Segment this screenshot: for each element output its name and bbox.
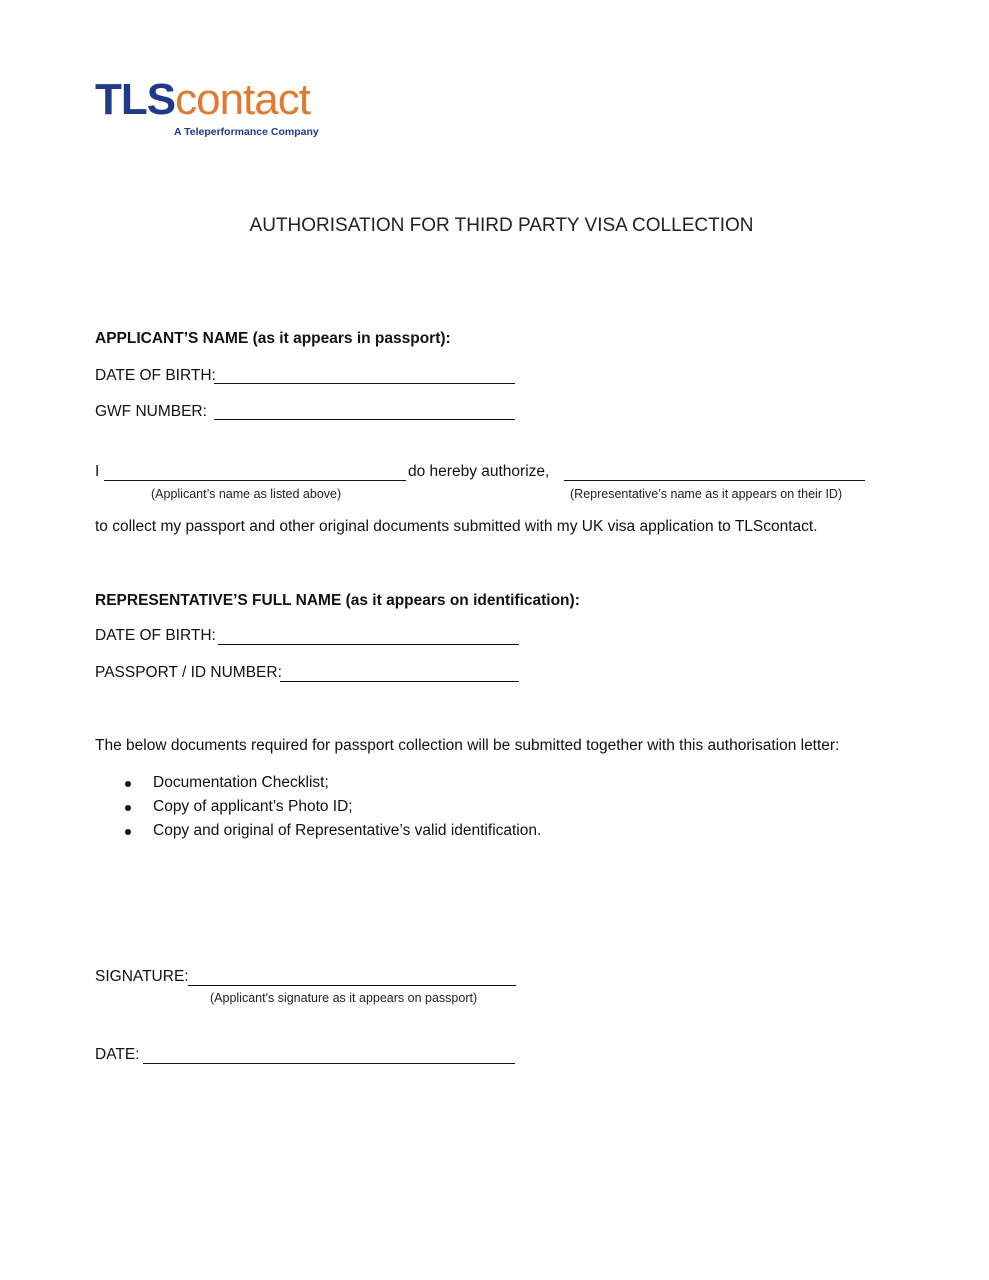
representative-name-field[interactable]: [564, 480, 865, 481]
passport-id-field[interactable]: [280, 681, 519, 682]
applicant-heading: APPLICANT’S NAME (as it appears in passport):: [95, 330, 451, 347]
list-item: Documentation Checklist;: [153, 774, 329, 791]
date-label: DATE:: [95, 1046, 140, 1063]
logo-brand-tls: TLS: [95, 75, 176, 124]
signature-caption: (Applicant's signature as it appears on passport): [210, 991, 478, 1005]
documents-intro: The below documents required for passport collection will be submitted together with this authorisation letter:: [95, 737, 840, 754]
date-field[interactable]: [143, 1063, 515, 1064]
applicant-name-caption: (Applicant’s name as listed above): [151, 487, 342, 501]
authorization-middle-text: do hereby authorize,: [408, 463, 550, 480]
representative-heading: REPRESENTATIVE’S FULL NAME (as it appears on identification):: [95, 592, 580, 609]
representative-dob-field[interactable]: [218, 644, 519, 645]
bullet-icon: [125, 781, 131, 787]
applicant-dob-field[interactable]: [214, 383, 515, 384]
authorization-prefix: I: [95, 463, 100, 480]
document-title: AUTHORISATION FOR THIRD PARTY VISA COLLECTION: [249, 215, 754, 236]
list-item: Copy of applicant’s Photo ID;: [153, 798, 353, 815]
bullet-icon: [125, 829, 131, 835]
representative-name-caption: (Representative’s name as it appears on their ID): [570, 487, 843, 501]
applicant-name-field[interactable]: [104, 480, 406, 481]
authorization-statement: to collect my passport and other original documents submitted with my UK visa application to TLScontact.: [95, 518, 818, 535]
gwf-number-label: GWF NUMBER:: [95, 403, 207, 420]
logo-tagline: A Teleperformance Company: [174, 126, 319, 138]
signature-label: SIGNATURE:: [95, 968, 189, 985]
bullet-icon: [125, 805, 131, 811]
tlscontact-logo: [95, 76, 310, 124]
representative-dob-label: DATE OF BIRTH:: [95, 627, 216, 644]
gwf-number-field[interactable]: [214, 419, 515, 420]
signature-field[interactable]: [188, 985, 516, 986]
logo-brand-contact: contact: [175, 75, 310, 124]
passport-id-label: PASSPORT / ID NUMBER:: [95, 664, 282, 681]
list-item: Copy and original of Representative’s valid identification.: [153, 822, 542, 839]
applicant-dob-label: DATE OF BIRTH:: [95, 367, 216, 384]
